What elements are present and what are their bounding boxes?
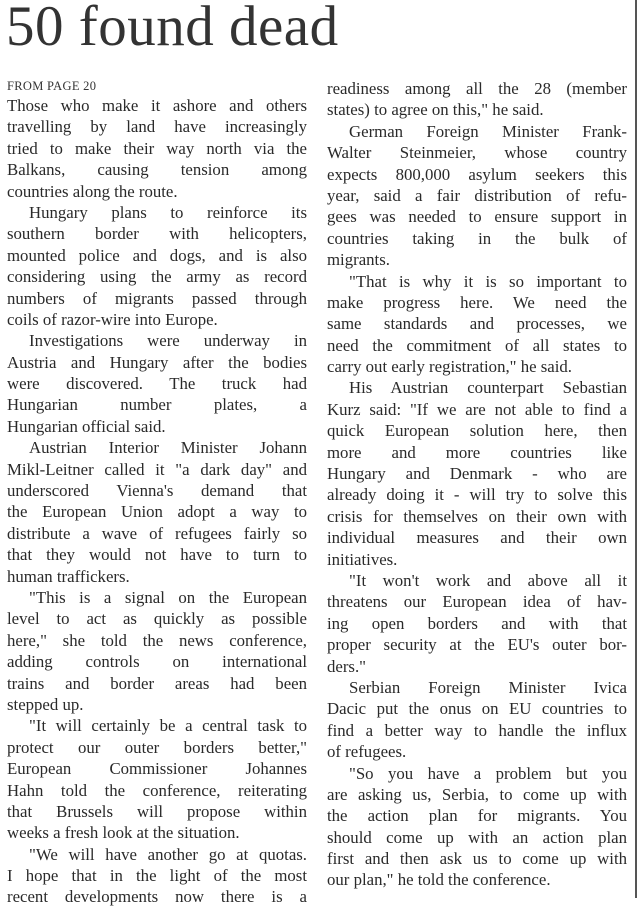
text-line: the European Union adopt a way to (7, 502, 307, 522)
text-line: make progress here. We need the (327, 292, 627, 312)
text-line: "It won't work and above all it (349, 570, 627, 590)
text-line: threatens our European idea of hav- (327, 592, 627, 612)
text-line: Hungarian number plates, a (7, 395, 307, 415)
text-line: Walter Steinmeier, whose country (327, 143, 627, 163)
text-line: quick European solution here, then (327, 421, 627, 441)
text-line: our plan," he told the conference. (327, 870, 551, 890)
paragraph (327, 78, 627, 121)
text-line: human traffickers. (7, 566, 130, 586)
text-line: initiatives. (327, 549, 398, 569)
text-line: expects 800,000 asylum seekers this (327, 164, 627, 184)
text-line: adding controls on international (7, 652, 307, 672)
text-line: that Brussels will propose within (7, 801, 307, 821)
text-line: states) to agree on this," he said. (327, 100, 544, 120)
left-column (7, 95, 307, 908)
paragraph (7, 844, 307, 908)
text-line: coils of razor-wire into Europe. (7, 309, 218, 329)
text-line: the action plan for migrants. You (327, 806, 627, 826)
text-line: considering using the army as record (7, 267, 307, 287)
paragraph (7, 587, 307, 715)
paragraph (7, 202, 307, 330)
text-line: Serbian Foreign Minister Ivica (349, 677, 627, 697)
text-line: more and more countries like (327, 442, 627, 462)
paragraph (7, 330, 307, 437)
text-line: individual measures and their own (327, 528, 627, 548)
text-line: I hope that in the light of the most (7, 866, 307, 886)
text-line: recent developments now there is a (7, 887, 307, 907)
text-line: trains and border areas had been (7, 673, 307, 693)
text-line: southern border with helicopters, (7, 224, 307, 244)
text-line: proper security at the EU's outer bor- (327, 635, 627, 655)
text-line: Kurz said: "If we are not able to find a (327, 399, 627, 419)
text-line: travelling by land have increasingly (7, 117, 307, 137)
text-line: Austrian Interior Minister Johann (29, 438, 307, 458)
text-line: should come up with an action plan (327, 827, 627, 847)
text-line: that they would not have to turn to (7, 545, 307, 565)
text-line: weeks a fresh look at the situation. (7, 823, 240, 843)
text-line: countries along the route. (7, 181, 178, 201)
text-line: same standards and processes, we (327, 314, 627, 334)
text-line: "So you have a problem but you (349, 763, 627, 783)
text-line: year, said a fair distribution of refu- (327, 185, 627, 205)
text-line: Mikl-Leitner called it "a dark day" and (7, 459, 307, 479)
text-line: "It will certainly be a central task to (29, 716, 307, 736)
text-line: ders." (327, 656, 367, 676)
text-line: readiness among all the 28 (member (327, 79, 627, 98)
text-line: tried to make their way north via the (7, 138, 307, 158)
text-line: crisis for themselves on their own with (327, 506, 627, 526)
text-line: of refugees. (327, 742, 407, 762)
paragraph (327, 763, 627, 891)
text-line: were discovered. The truck had (7, 374, 307, 394)
text-line: migrants. (327, 250, 390, 270)
text-line: find a better way to handle the influx (327, 720, 627, 740)
text-line: "We will have another go at quotas. (29, 844, 307, 864)
text-line: "This is a signal on the European (29, 587, 307, 607)
text-line: Hahn told the conference, reiterating (7, 780, 307, 800)
paragraph (7, 437, 307, 587)
text-line: already doing it - will try to solve this (327, 485, 627, 505)
kicker-from-page: FROM PAGE 20 (7, 79, 97, 93)
text-line: "That is why it is so important to (349, 271, 627, 291)
text-line: here," she told the news conference, (7, 630, 307, 650)
page-edge-rule (635, 0, 637, 898)
text-line: carry out early registration," he said. (327, 357, 572, 377)
text-line: are asking us, Serbia, to come up with (327, 784, 627, 804)
text-line: protect our outer borders better," (7, 737, 307, 757)
paragraph (327, 570, 627, 677)
text-line: Those who make it ashore and others (7, 96, 307, 115)
text-line: Hungary and Denmark - who are (327, 464, 627, 484)
text-line: underscored Vienna's demand that (7, 481, 307, 501)
text-line: ing open borders and with that (327, 613, 627, 633)
text-line: His Austrian counterpart Sebastian (349, 378, 627, 398)
text-line: first and then ask us to come up with (327, 849, 627, 869)
text-line: Hungarian official said. (7, 416, 166, 436)
text-line: distribute a wave of refugees fairly so (7, 523, 307, 543)
paragraph (327, 271, 627, 378)
headline: 50 found dead (6, 0, 339, 58)
right-column (327, 78, 627, 891)
text-line: numbers of migrants passed through (7, 288, 307, 308)
text-line: level to act as quickly as possible (7, 609, 307, 629)
paragraph (327, 121, 627, 271)
text-line: stepped up. (7, 694, 84, 714)
paragraph (7, 715, 307, 843)
paragraph (7, 95, 307, 202)
text-line: Investigations were underway in (29, 331, 307, 351)
text-line: German Foreign Minister Frank- (349, 121, 627, 141)
text-line: European Commissioner Johannes (7, 759, 307, 779)
text-line: mounted police and dogs, and is also (7, 245, 307, 265)
text-line: countries taking in the bulk of (327, 228, 627, 248)
text-line: Hungary plans to reinforce its (29, 202, 307, 222)
paragraph (327, 677, 627, 763)
text-line: Balkans, causing tension among (7, 160, 307, 180)
text-line: Dacic put the onus on EU countries to (327, 699, 627, 719)
text-line: gees was needed to ensure support in (327, 207, 627, 227)
text-line: Austria and Hungary after the bodies (7, 352, 307, 372)
paragraph (327, 377, 627, 570)
text-line: need the commitment of all states to (327, 335, 627, 355)
